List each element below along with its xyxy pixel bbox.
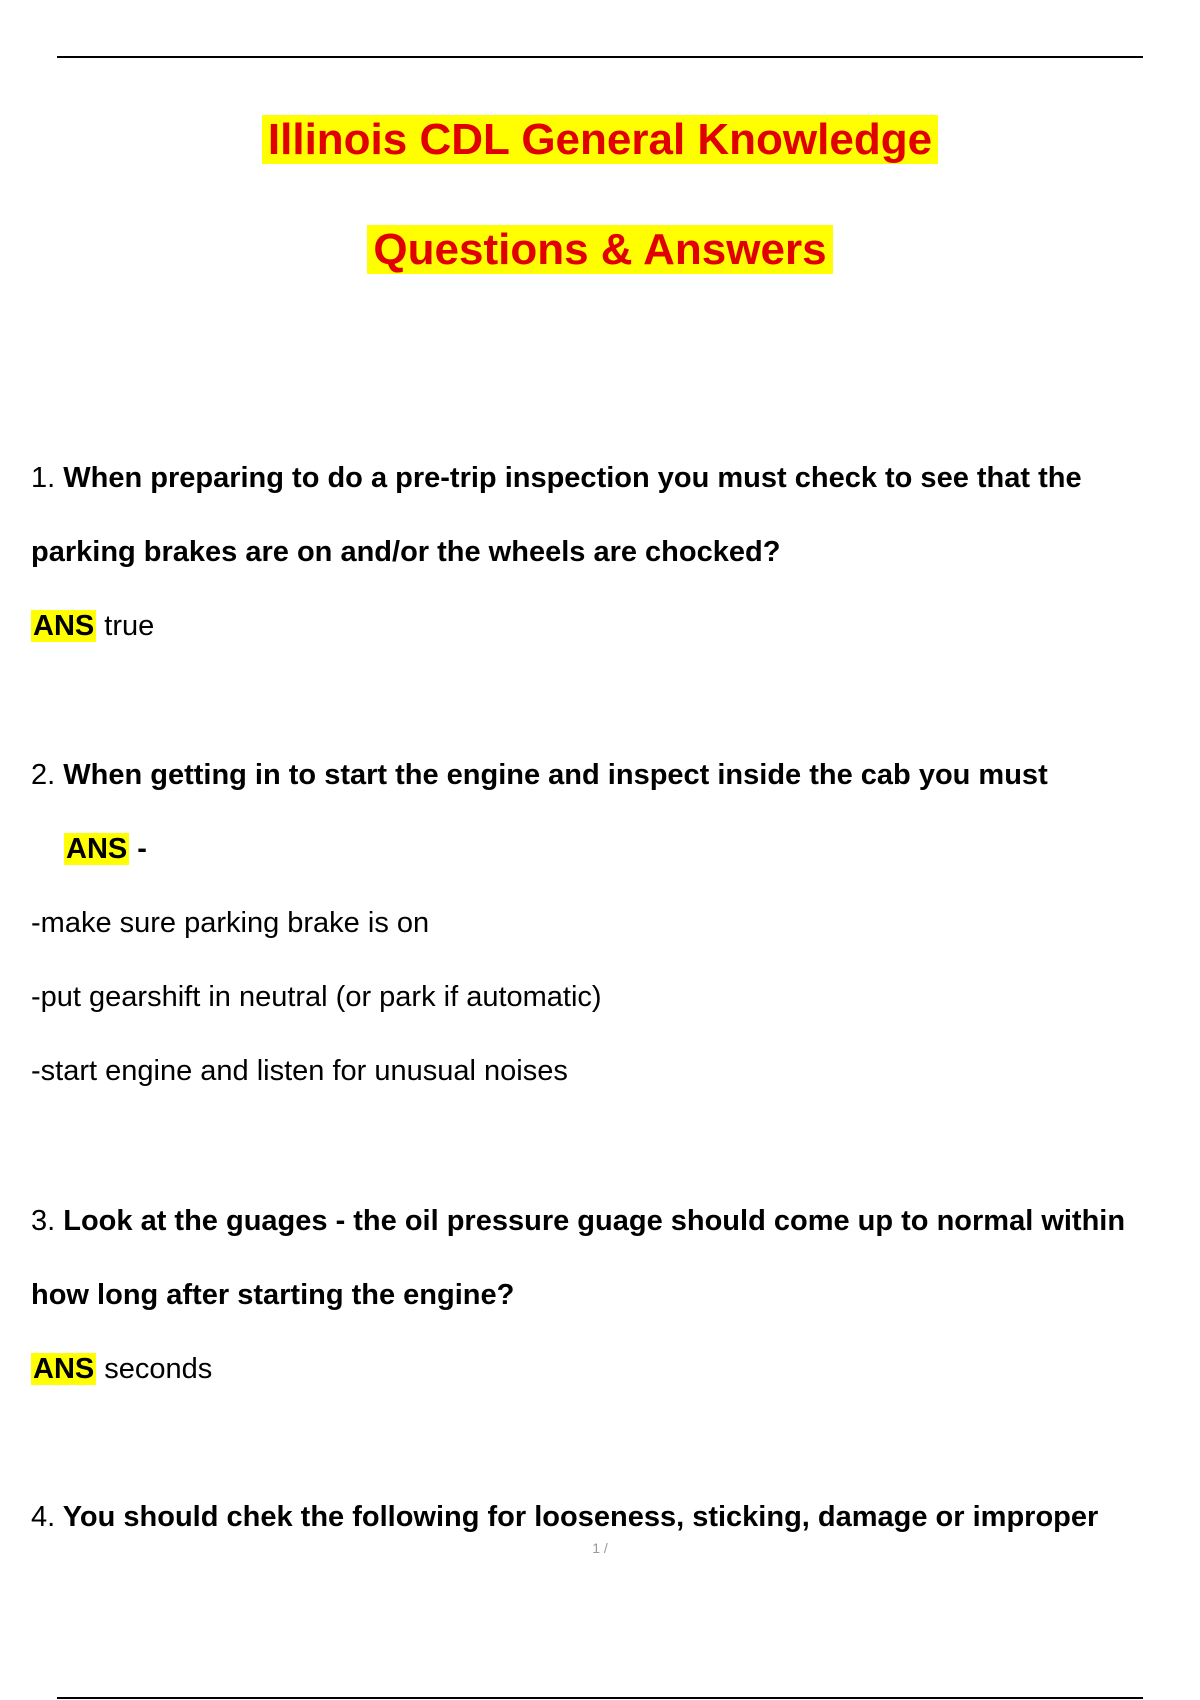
question-3-text-2: how long after starting the engine? — [31, 1279, 515, 1311]
question-3-text-1: Look at the guages - the oil pressure guage should come up to normal within — [63, 1205, 1126, 1237]
bottom-rule — [57, 1697, 1143, 1699]
page-number: 1 / — [592, 1540, 608, 1556]
question-1-line-2 — [31, 532, 780, 572]
title-highlight-2: Questions & Answers — [367, 225, 832, 274]
ans-label: ANS — [33, 1353, 95, 1385]
question-1-text-2: parking brakes are on and/or the wheels are chocked? — [31, 536, 781, 568]
question-4-number: 4. — [31, 1501, 56, 1533]
question-2-text-1: When getting in to start the engine and inspect inside the cab you must — [63, 759, 1048, 791]
answer-2 — [64, 829, 147, 869]
question-4-text-1: You should chek the following for looseness, sticking, damage or improper — [62, 1501, 1099, 1533]
answer-3-text: seconds — [104, 1353, 213, 1385]
ans-label: ANS — [66, 833, 128, 865]
answer-1 — [31, 606, 154, 646]
question-1-text-1: When preparing to do a pre-trip inspection you must check to see that the — [63, 462, 1082, 494]
question-3-line-2 — [31, 1275, 514, 1315]
answer-2-line-1: -make sure parking brake is on — [31, 907, 430, 939]
document-title-line-1 — [0, 112, 1200, 168]
answer-2-line-3: -start engine and listen for unusual noises — [31, 1055, 568, 1087]
ans-label: ANS — [33, 610, 95, 642]
question-3-line-1 — [31, 1201, 1125, 1241]
document-title-line-2 — [0, 222, 1200, 278]
question-1-number: 1. — [31, 462, 56, 494]
answer-2-line-2: -put gearshift in neutral (or park if automatic) — [31, 981, 602, 1013]
answer-2-suffix: - — [137, 833, 147, 865]
answer-3 — [31, 1349, 212, 1389]
question-3-number: 3. — [31, 1205, 56, 1237]
question-4-line-1 — [31, 1497, 1098, 1537]
question-2-number: 2. — [31, 759, 56, 791]
title-highlight-1: Illinois CDL General Knowledge — [262, 115, 938, 164]
top-rule — [57, 56, 1143, 58]
question-2-line-1 — [31, 755, 1048, 795]
question-1-line-1 — [31, 458, 1082, 498]
answer-1-text: true — [104, 610, 155, 642]
